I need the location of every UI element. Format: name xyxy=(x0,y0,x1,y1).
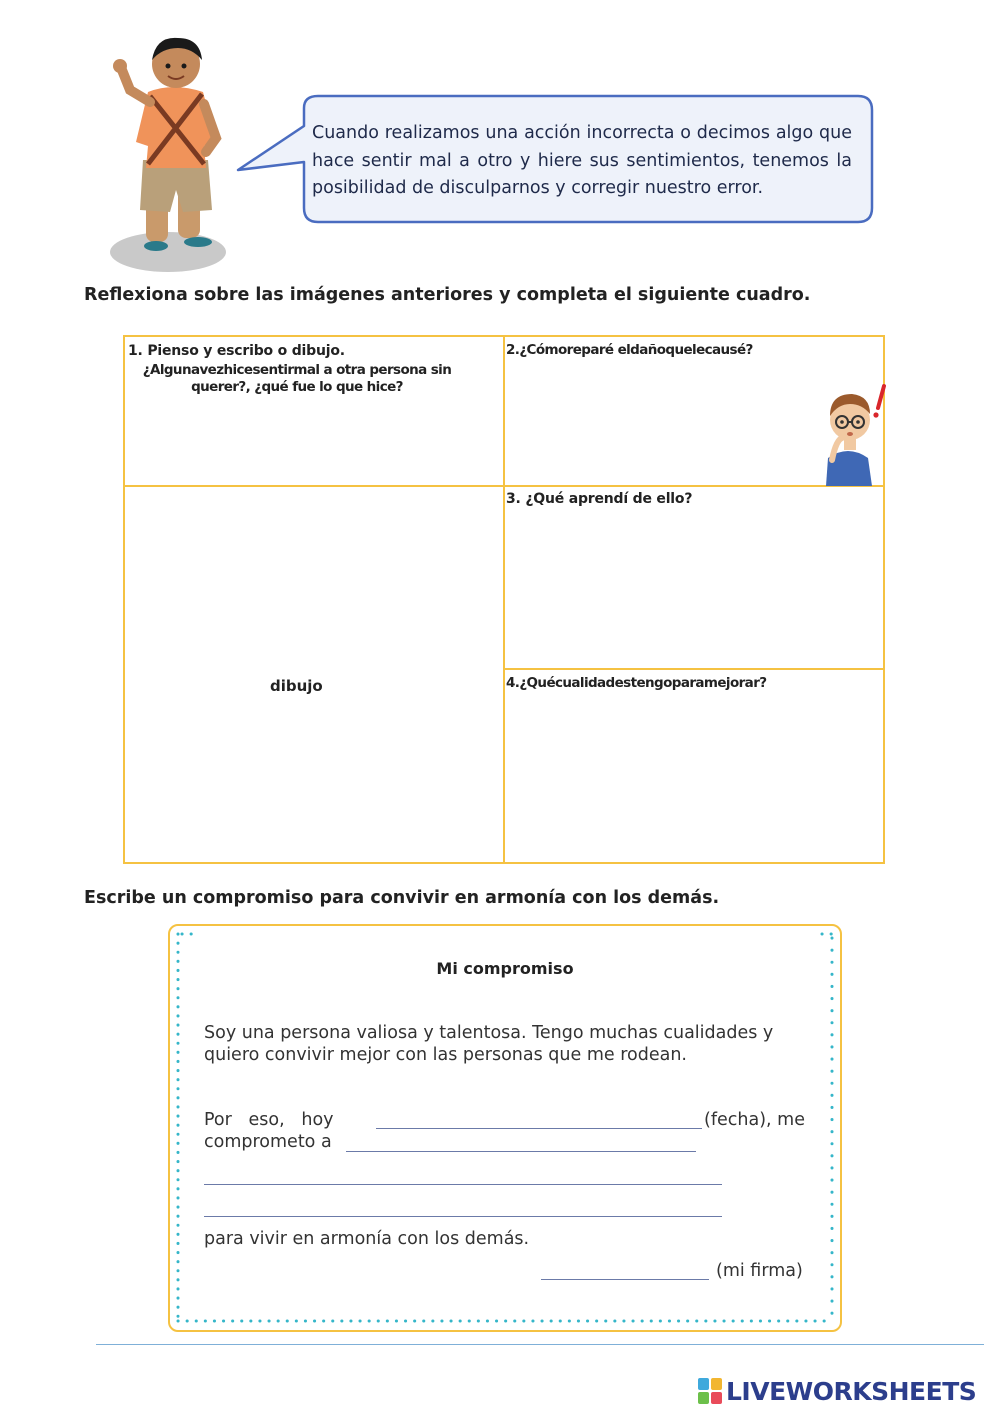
liveworksheets-icon xyxy=(698,1378,722,1404)
commitment-input-line-1[interactable] xyxy=(346,1151,696,1152)
commitment-today-label: Por eso, hoy xyxy=(204,1110,334,1130)
harmony-text: para vivir en armonía con los demás. xyxy=(204,1229,530,1249)
boy-illustration xyxy=(108,30,248,275)
grid-divider-row1 xyxy=(123,485,885,487)
bubble-text: Cuando realizamos una acción incorrecta o decimos algo que hace sentir mal a otro y hiere sus sentimientos, tenemos la posibilidad de disculparnos y corregir nuestro error. xyxy=(312,123,852,198)
thinking-boy-icon xyxy=(818,378,896,486)
liveworksheets-logo[interactable] xyxy=(698,1376,976,1406)
brand-name: LIVEWORKSHEETS xyxy=(726,1376,977,1406)
grid-border-left xyxy=(123,335,125,864)
question-1-title: 1. Pienso y escribo o dibujo. xyxy=(128,343,345,359)
question-1-subtitle: ¿Algunavezhicesentirmal a otra persona sin querer?, ¿qué fue lo que hice? xyxy=(142,362,452,395)
footer-divider xyxy=(96,1344,984,1345)
reflect-instruction: Reflexiona sobre las imágenes anteriores y completa el siguiente cuadro. xyxy=(84,285,811,305)
signature-label: (mi firma) xyxy=(716,1261,803,1281)
commit-instruction: Escribe un compromiso para convivir en armonía con los demás. xyxy=(84,888,720,908)
question-4-title: 4.¿Quécualidadestengoparamejorar? xyxy=(506,675,767,691)
commitment-title: Mi compromiso xyxy=(436,959,574,978)
date-input-line[interactable] xyxy=(376,1128,702,1129)
commitment-input-line-2[interactable] xyxy=(204,1184,722,1185)
commitment-paragraph: Soy una persona valiosa y talentosa. Tengo muchas cualidades y quiero convivir mejor con las personas que me rodean. xyxy=(204,1023,774,1065)
grid-divider-vertical xyxy=(503,335,505,864)
commitment-input-line-3[interactable] xyxy=(204,1216,722,1217)
drawing-label: dibujo xyxy=(270,677,323,695)
question-3-title: 3. ¿Qué aprendí de ello? xyxy=(506,491,693,507)
signature-input-line[interactable] xyxy=(541,1279,709,1280)
commit-to-label: comprometo a xyxy=(204,1132,332,1152)
date-label: (fecha), me xyxy=(704,1110,805,1130)
question-2-title: 2.¿Cómoreparé eldañoquelecausé? xyxy=(506,342,753,358)
grid-divider-row2 xyxy=(503,668,885,670)
